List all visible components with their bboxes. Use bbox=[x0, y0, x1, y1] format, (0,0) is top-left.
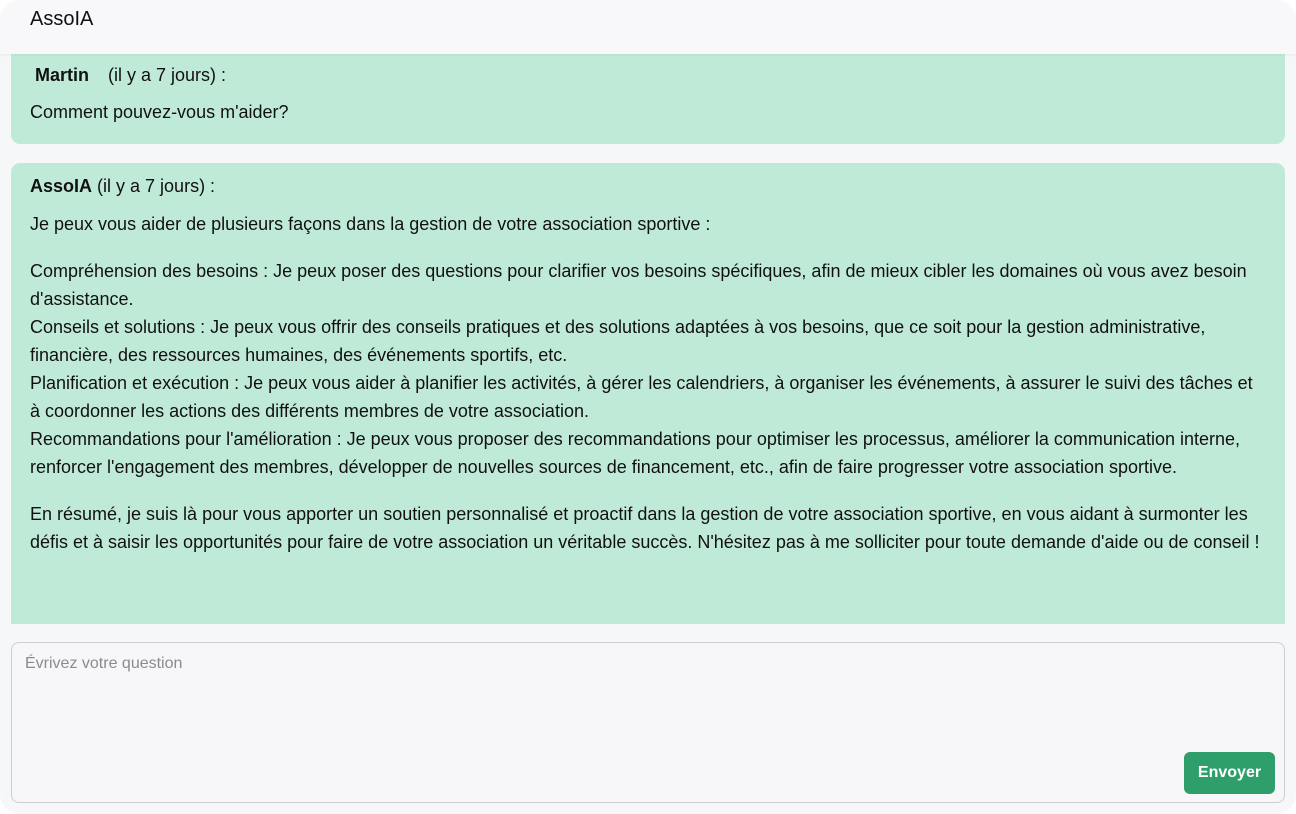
message-meta bbox=[35, 63, 226, 87]
user-message bbox=[11, 54, 1285, 144]
message-points bbox=[30, 257, 1266, 481]
message-intro: Je peux vous aider de plusieurs façons dans la gestion de votre association sportive : bbox=[30, 214, 711, 234]
message-conclusion: En résumé, je suis là pour vous apporter un soutien personnalisé et proactif dans la gestion de votre association sportive, en vous aidant à surmonter les défis et à saisir les opportunités pour faire de votre association un véritable succès. N'hésitez pas à me solliciter pour toute demande d'aide ou de conseil ! bbox=[30, 504, 1260, 552]
assistant-message bbox=[11, 163, 1285, 624]
question-input[interactable] bbox=[12, 643, 1284, 802]
app-header bbox=[0, 0, 1296, 54]
message-point: Compréhension des besoins : Je peux poser des questions pour clarifier vos besoins spécifiques, afin de mieux cibler les domaines où vous avez besoin d'assistance. bbox=[30, 261, 1247, 309]
message-point: Conseils et solutions : Je peux vous offrir des conseils pratiques et des solutions adaptées à vos besoins, que ce soit pour la gestion administrative, financière, des ressources humaines, des événements sportifs, etc. bbox=[30, 317, 1206, 365]
message-text: Comment pouvez-vous m'aider? bbox=[30, 102, 289, 122]
send-button[interactable]: Envoyer bbox=[1184, 752, 1275, 794]
composer bbox=[11, 642, 1285, 803]
message-author: AssoIA bbox=[30, 176, 93, 196]
message-time: (il y a 7 jours) : bbox=[108, 65, 227, 85]
app-title: AssoIA bbox=[30, 8, 94, 30]
message-meta bbox=[30, 174, 215, 198]
message-point: Planification et exécution : Je peux vous aider à planifier les activités, à gérer les calendriers, à organiser les événements, à assurer le suivi des tâches et à coordonner les actions des différents membres de votre association. bbox=[30, 373, 1253, 421]
message-time: (il y a 7 jours) : bbox=[97, 176, 216, 196]
message-list[interactable] bbox=[0, 54, 1296, 624]
message-point: Recommandations pour l'amélioration : Je peux vous proposer des recommandations pour optimiser les processus, améliorer la communication interne, renforcer l'engagement des membres, développer de nouvelles sources de financement, etc., afin de faire progresser votre association sportive. bbox=[30, 429, 1241, 477]
message-author: Martin bbox=[35, 65, 89, 85]
message-body bbox=[30, 210, 1266, 556]
